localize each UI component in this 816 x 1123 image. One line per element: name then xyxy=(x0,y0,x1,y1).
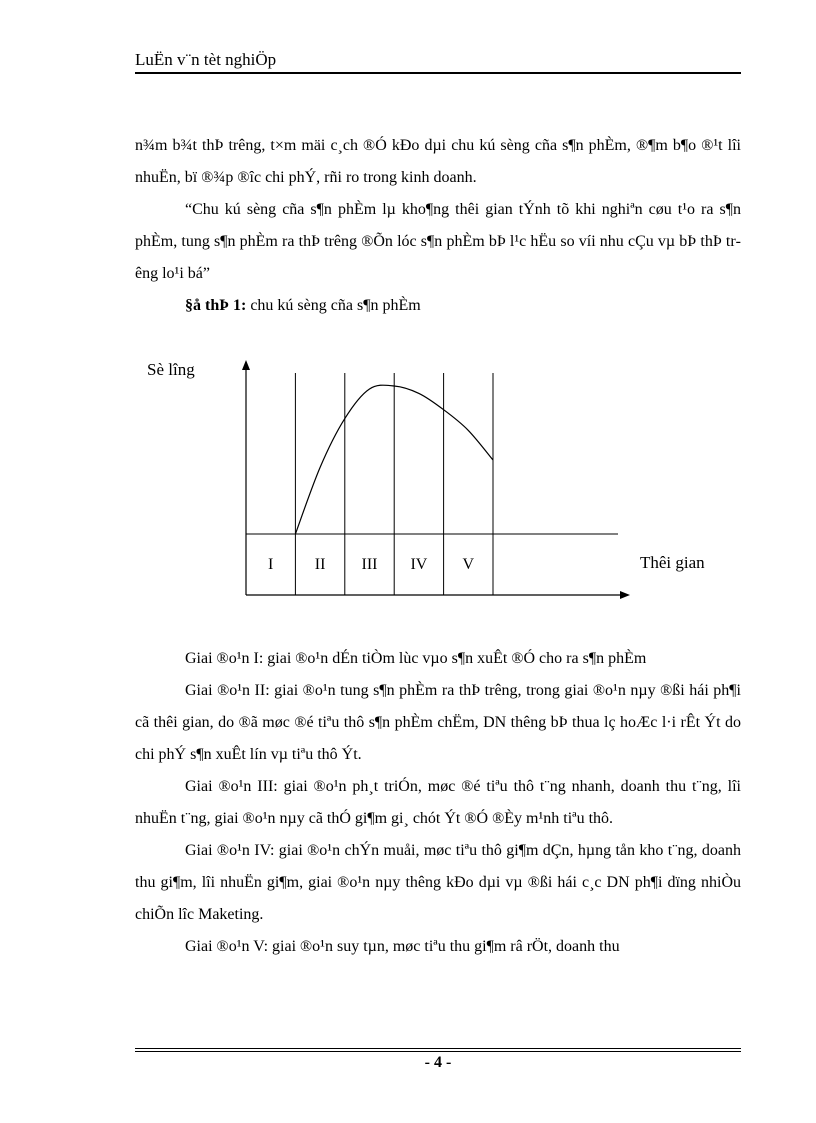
figure-caption xyxy=(135,290,741,322)
y-axis-arrow xyxy=(242,360,250,370)
page-number: - 4 - xyxy=(424,1054,452,1071)
header-rule xyxy=(135,72,741,74)
paragraph-stage-1: Giai ®o¹n I: giai ®o¹n dÉn tiÒm lùc vµo s¶n xuÊt ®Ó cho ra s¶n phÈm xyxy=(185,650,647,667)
paragraph-stage-2: Giai ®o¹n II: giai ®o¹n tung s¶n phÈm ra thÞ trêng, trong giai ®o¹n nµy ®ßi hái ph¶i cã thêi gian, do ®ã møc ®é tiªu thô s¶n phÈm chËm, DN thêng bÞ thua lç hoÆc l·i rÊt Ýt do chi phÝ s¶n xuÊt lín vµ tiªu thô Ýt. xyxy=(135,682,741,763)
lifecycle-chart-svg xyxy=(130,340,750,620)
running-header: LuËn v¨n tèt nghiÖp xyxy=(135,50,277,69)
footer-rule xyxy=(135,1048,741,1049)
stage-label: II xyxy=(314,556,326,573)
x-axis-label: Thêi gian xyxy=(640,553,705,572)
stage-label: III xyxy=(361,556,378,573)
paragraph-stage-4: Giai ®o¹n IV: giai ®o¹n chÝn muåi, møc tiªu thô gi¶m dÇn, hµng tån kho t¨ng, doanh thu gi¶m, lîi nhuËn gi¶m, giai ®o¹n nµy thêng kÐo dµi vµ ®ßi hái c¸c DN ph¶i dïng nhiÒu chiÕn lîc Maketing. xyxy=(135,842,741,923)
y-axis-label: Sè lîng xyxy=(147,360,195,379)
paragraph: n¾m b¾t thÞ trêng, t×m mäi c¸ch ®Ó kÐo dµi chu kú sèng cña s¶n phÈm, ®¶m b¶o ®¹t lîi nhuËn, bï ®¾p ®îc chi phÝ, rñi ro trong kinh doanh. xyxy=(135,137,741,186)
body-text-top xyxy=(135,130,741,322)
footer-rule-double xyxy=(135,1051,741,1052)
figure-caption-text: chu kú sèng cña s¶n phÈm xyxy=(246,297,421,314)
paragraph-stage-5: Giai ®o¹n V: giai ®o¹n suy tµn, møc tiªu thu gi¶m râ rÖt, doanh thu xyxy=(185,938,620,955)
stage-label: IV xyxy=(410,556,428,573)
paragraph-quote: “Chu kú sèng cña s¶n phÈm lµ kho¶ng thêi gian tÝnh tõ khi nghiªn cøu t¹o ra s¶n phÈm, tung s¶n phÈm ra thÞ trêng ®Õn lóc s¶n phÈm bÞ l¹c hËu so víi nhu cÇu vµ bÞ thÞ trêng lo¹i bá” xyxy=(135,201,741,282)
paragraph-stage-3: Giai ®o¹n III: giai ®o¹n ph¸t triÓn, møc ®é tiªu thô t¨ng nhanh, doanh thu t¨ng, lîi nhuËn t¨ng, giai ®o¹n nµy cã thÓ gi¶m gi¸ chót Ýt ®Ó ®Èy m¹nh tiªu thô. xyxy=(135,778,741,827)
x-axis-arrow xyxy=(620,591,630,599)
figure-caption-label: §å thÞ 1: xyxy=(185,297,247,314)
stage-label: I xyxy=(268,556,274,573)
lifecycle-chart xyxy=(130,340,750,620)
body-text-bottom xyxy=(135,643,741,963)
stage-label: V xyxy=(462,556,475,573)
